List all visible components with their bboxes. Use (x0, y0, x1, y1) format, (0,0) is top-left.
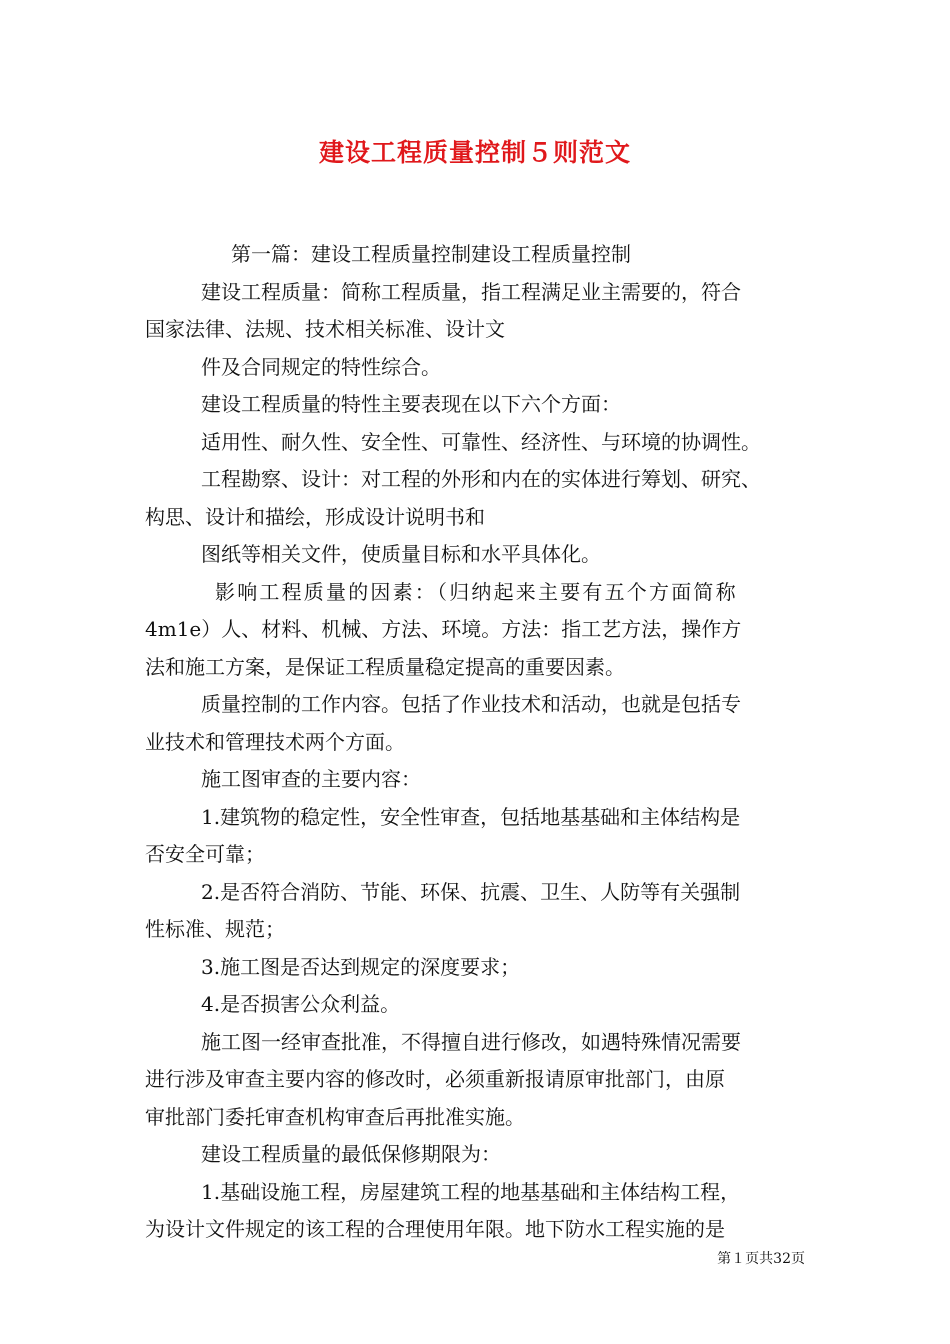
text-line: 性标准、规范； (145, 917, 285, 941)
text-line: 审批部门委托审查机构审查后再批准实施。 (145, 1104, 525, 1129)
text-line: 4m1e）人、材料、机械、方法、环境。方法：指工艺方法，操作方 (145, 617, 742, 641)
text-line: 1.基础设施工程，房屋建筑工程的地基基础和主体结构工程， (201, 1179, 741, 1204)
text-line: 4.是否损害公众利益。 (201, 992, 401, 1016)
text-line: 建设工程质量的特性主要表现在以下六个方面： (201, 392, 621, 416)
text-line: 质量控制的工作内容。包括了作业技术和活动，也就是包括专 (201, 692, 741, 716)
text-line: 1.建筑物的稳定性，安全性审查，包括地基基础和主体结构是 (201, 804, 741, 829)
text-line: 否安全可靠； (145, 842, 265, 866)
text-line: 施工图一经审查批准，不得擅自进行修改，如遇特殊情况需要 (201, 1029, 741, 1054)
text-line: 建设工程质量：简称工程质量，指工程满足业主需要的，符合 (201, 279, 741, 304)
text-line: 建设工程质量的最低保修期限为： (201, 1142, 501, 1166)
text-line: 国家法律、法规、技术相关标准、设计文 (145, 317, 505, 341)
text-line: 适用性、耐久性、安全性、可靠性、经济性、与环境的协调性。 (201, 429, 761, 454)
text-line: 施工图审查的主要内容： (201, 767, 421, 791)
text-line: 件及合同规定的特性综合。 (201, 354, 441, 379)
document-title: 建设工程质量控制５则范文 (318, 138, 631, 167)
text-line: 图纸等相关文件，使质量目标和水平具体化。 (201, 542, 601, 566)
text-line: 2.是否符合消防、节能、环保、抗震、卫生、人防等有关强制 (201, 879, 741, 904)
text-line: 为设计文件规定的该工程的合理使用年限。地下防水工程实施的是 (145, 1217, 725, 1241)
text-line: 第一篇：建设工程质量控制建设工程质量控制 (231, 242, 631, 266)
text-line: 工程勘察、设计：对工程的外形和内在的实体进行筹划、研究、 (201, 467, 761, 491)
text-line: 业技术和管理技术两个方面。 (145, 729, 405, 754)
text-line: 3.施工图是否达到规定的深度要求； (201, 954, 521, 979)
text-line: 构思、设计和描绘，形成设计说明书和 (145, 504, 485, 529)
document-body (145, 236, 825, 1249)
text-line: 进行涉及审查主要内容的修改时，必须重新报请原审批部门，由原 (145, 1067, 725, 1091)
page-footer: 第１页共32页 (717, 1251, 805, 1267)
text-line: 法和施工方案，是保证工程质量稳定提高的重要因素。 (145, 654, 625, 679)
text-line: 影响工程质量的因素：（归纳起来主要有五个方面简称 (215, 579, 738, 604)
